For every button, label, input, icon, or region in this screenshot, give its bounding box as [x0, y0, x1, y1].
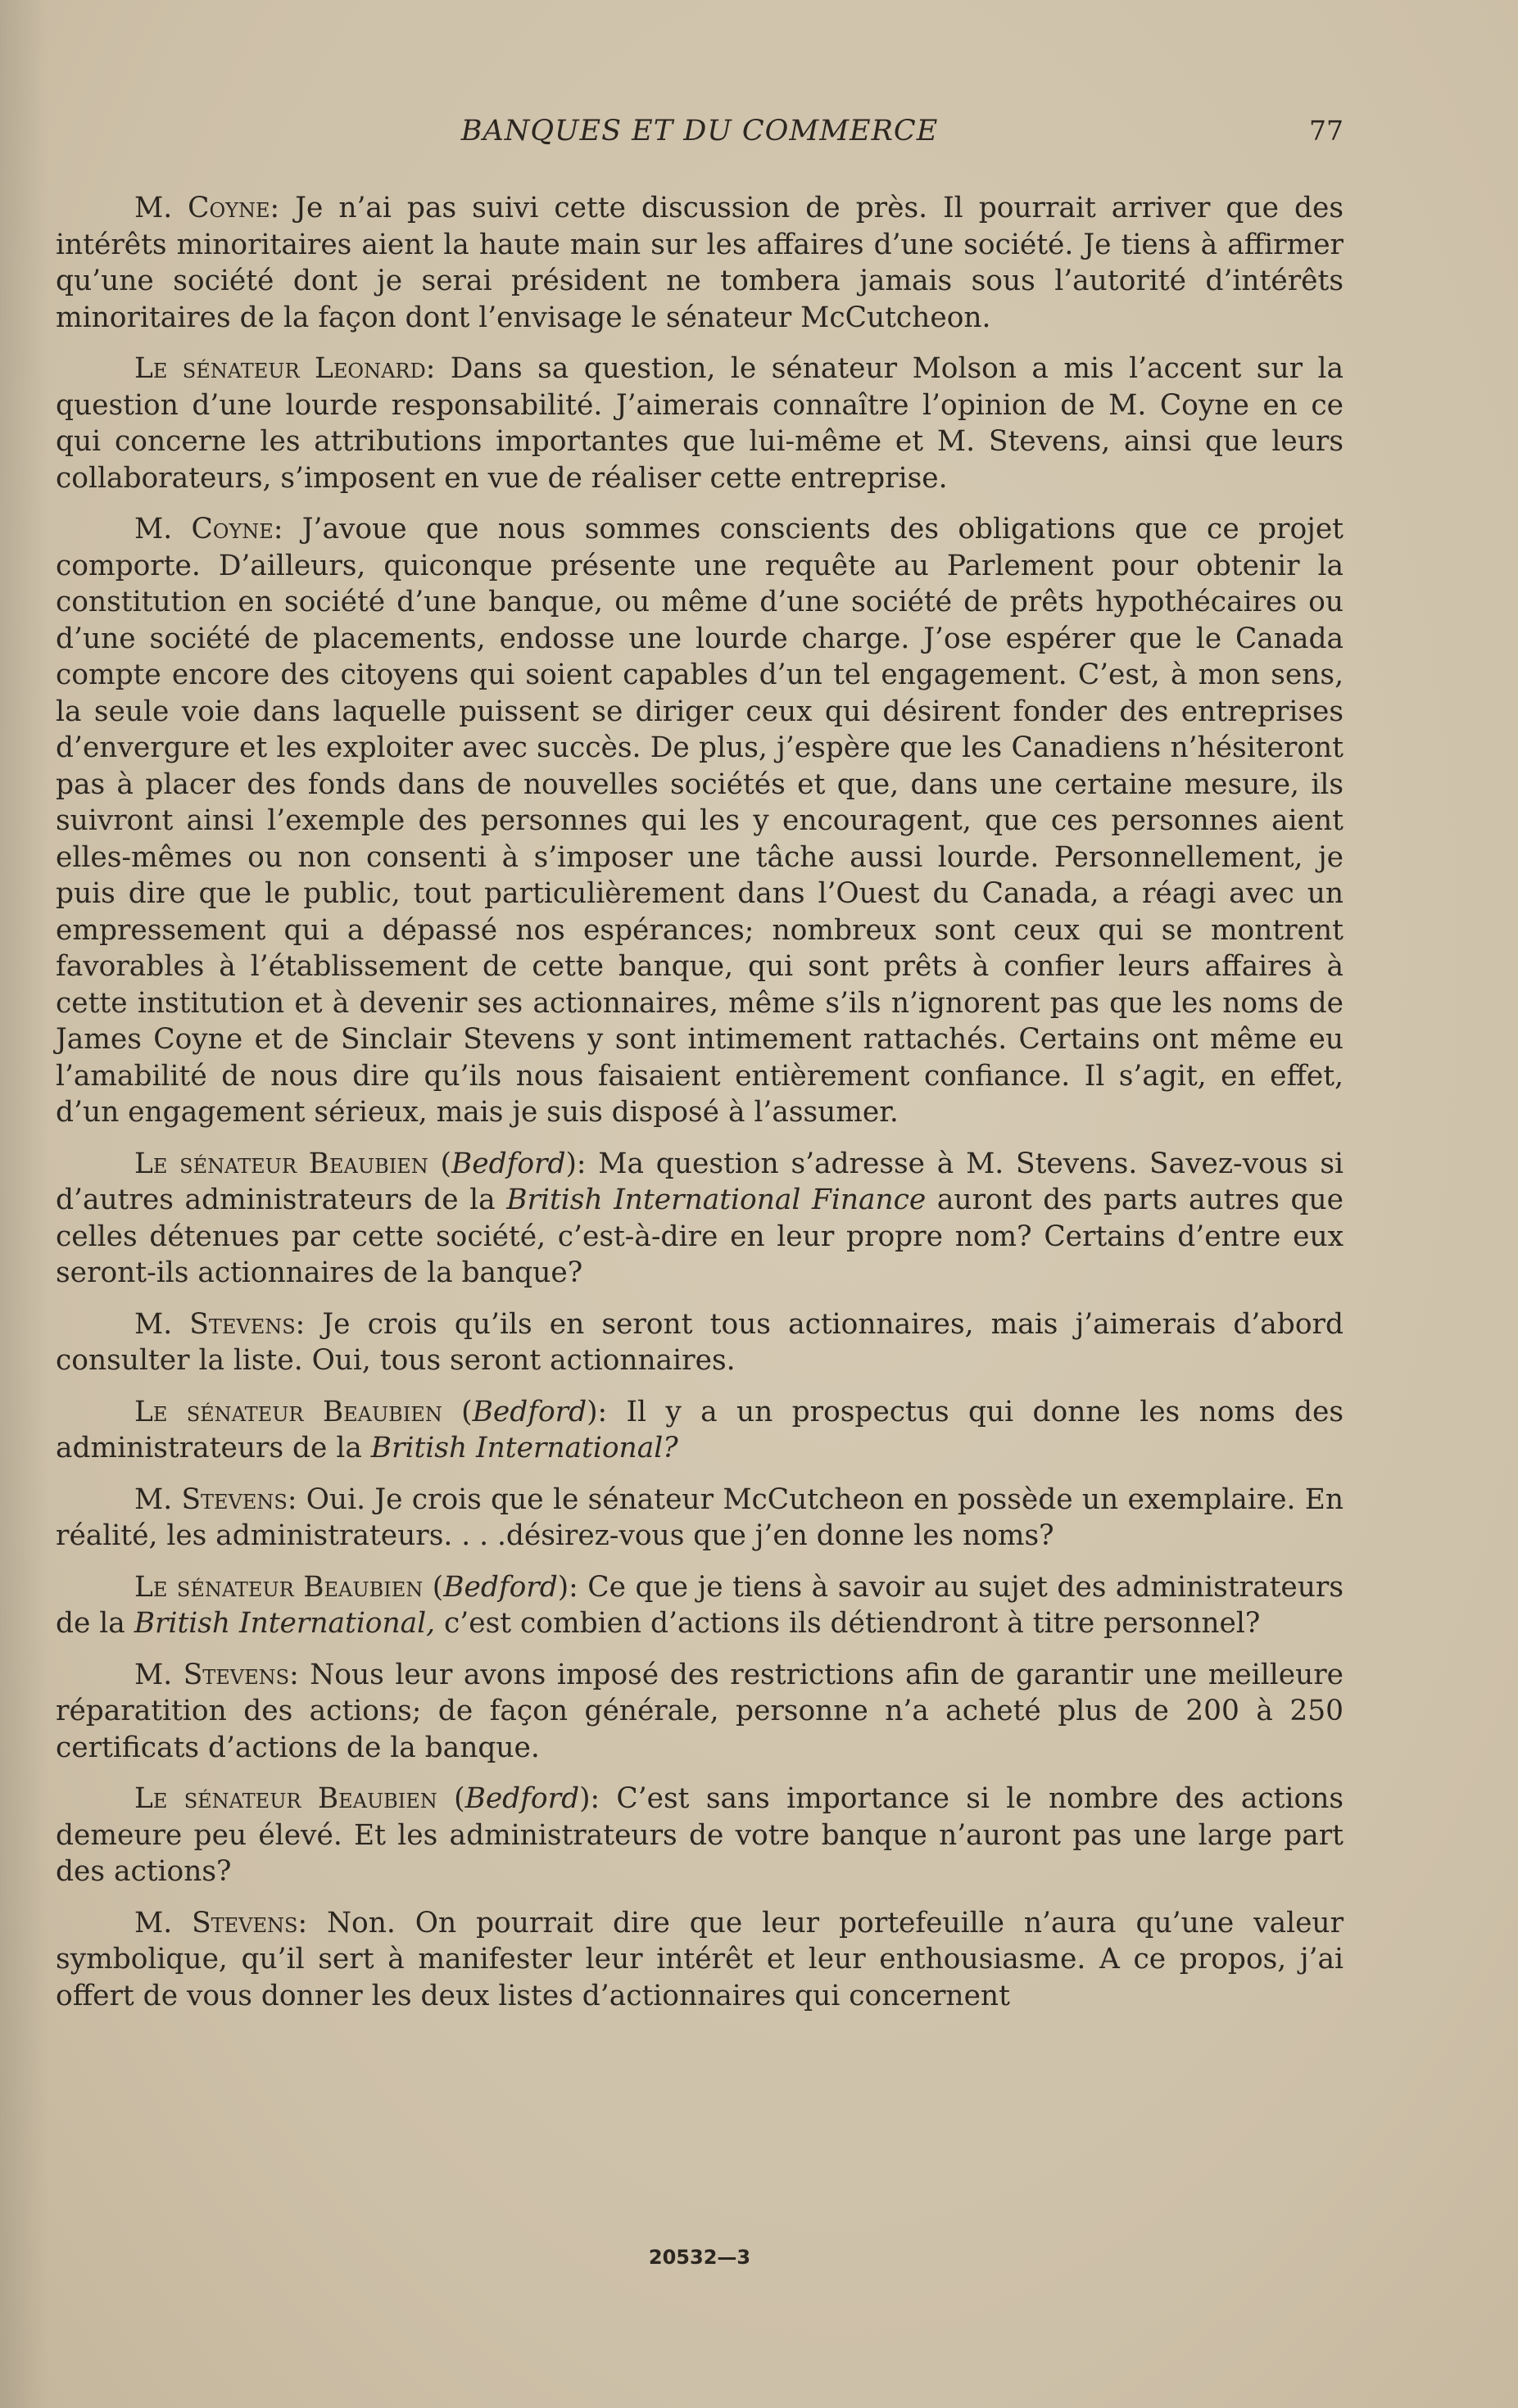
paragraph-text: (	[442, 1395, 473, 1428]
paragraph-beaubien-4	[56, 1781, 1344, 1890]
paragraph-text: ): Ce que je tiens à savoir au sujet des administrateurs de la	[56, 1570, 1344, 1640]
paragraph-beaubien-3	[56, 1569, 1344, 1642]
paragraph-text: Dans sa question, le sénateur Molson a mis l’accent sur la question d’une lourde responsabilité. J’aimerais connaître l’opinion de M. Coyne en ce qui concerne les attributions importantes que lui-même et M. Stevens, ainsi que leurs collaborateurs, s’imposent en vue de réaliser cette entreprise.	[56, 352, 1344, 495]
speaker-name: Le sénateur Beaubien	[134, 1395, 442, 1428]
paragraph-text: c’est combien d’actions ils détiendront à titre personnel?	[435, 1607, 1261, 1640]
paragraph-text: J’avoue que nous sommes conscients des obligations que ce projet comporte. D’ailleurs, quiconque présente une requête au Parlement pour obtenir la constitution en société d’une banque, ou même d’une société de prêts hypothécaires ou d’une société de placements, endosse une lourde charge. J’ose espérer que le Canada compte encore des citoyens qui soient capables d’un tel engagement. C’est, à mon sens, la seule voie dans laquelle puissent se diriger ceux qui désirent fonder des entreprises d’envergure et les exploiter avec succès. De plus, j’espère que les Canadiens n’hésiteront pas à placer des fonds dans de nouvelles sociétés et que, dans une certaine mesure, ils suivront ainsi l’exemple des personnes qui les y encouragent, que ces personnes aient elles-mêmes ou non consenti à s’imposer une tâche aussi lourde. Personnellement, je puis dire que le public, tout particulièrement dans l’Ouest du Canada, a réagi avec un empressement qui a dépassé nos espérances; nombreux sont ceux qui se montrent favorables à l’établissement de cette banque, qui sont prêts à confier leurs affaires à cette institution et à devenir ses actionnaires, même s’ils n’ignorent pas que les noms de James Coyne et de Sinclair Stevens y sont intimement rattachés. Certains ont même eu l’amabilité de nous dire qu’ils nous faisaient entièrement confiance. Il s’agit, en effet, d’un engagement sérieux, mais je suis disposé à l’assumer.	[56, 513, 1344, 1129]
paragraph-stevens-4	[56, 1905, 1344, 2015]
speaker-name: M. Coyne:	[134, 192, 280, 224]
riding-name: Bedford	[443, 1570, 558, 1604]
speaker-name: M. Stevens:	[134, 1307, 306, 1341]
riding-name: Bedford	[472, 1395, 587, 1428]
page-header	[56, 115, 1344, 161]
paragraph-stevens-2	[56, 1482, 1344, 1555]
speaker-name: Le sénateur Leonard:	[134, 352, 436, 385]
company-name: British International?	[370, 1432, 678, 1464]
speaker-name: M. Stevens:	[134, 1906, 308, 1940]
paragraph-text: ): Ma question s’adresse à M. Stevens. Savez-vous si d’autres administrateurs de la	[56, 1147, 1344, 1216]
paragraph-text: (	[437, 1782, 465, 1815]
paragraph-leonard-1	[56, 351, 1344, 496]
riding-name: Bedford	[464, 1782, 580, 1815]
speaker-name: M. Coyne:	[134, 513, 283, 545]
riding-name: Bedford	[451, 1147, 566, 1180]
page-number: 77	[1309, 115, 1344, 147]
paragraph-beaubien-1	[56, 1146, 1344, 1292]
paragraph-text: (	[423, 1570, 444, 1604]
paragraph-text: (	[428, 1147, 451, 1180]
paragraph-coyne-2	[56, 511, 1344, 1131]
paragraph-text: Oui. Je crois que le sénateur McCutcheon en possède un exemplaire. En réalité, les administrateurs. . . .désirez-vous que j’en donne les noms?	[56, 1482, 1344, 1552]
speaker-name: M. Stevens:	[134, 1482, 297, 1516]
company-name: British International Finance	[506, 1184, 927, 1216]
paragraph-text: Non. On pourrait dire que leur portefeuille n’aura qu’une valeur symbolique, qu’il sert à manifester leur intérêt et leur enthousiasme. A ce propos, j’ai offert de vous donner les deux listes d’actionnaires qui concernent	[56, 1906, 1344, 2012]
company-name: British International,	[134, 1607, 436, 1640]
paragraph-text: auront des parts autres que celles détenues par cette société, c’est-à-dire en leur propre nom? Certains d’entre eux seront-ils actionnaires de la banque?	[56, 1184, 1344, 1289]
speaker-name: M. Stevens:	[134, 1658, 299, 1691]
paragraph-stevens-1	[56, 1306, 1344, 1379]
paragraph-stevens-3	[56, 1657, 1344, 1767]
paragraph-beaubien-2	[56, 1394, 1344, 1467]
speaker-name: Le sénateur Beaubien	[134, 1782, 437, 1815]
paragraph-text: Nous leur avons imposé des restrictions afin de garantir une meilleure réparatition des actions; de façon générale, personne n’a acheté plus de 200 à 250 certificats d’actions de la banque.	[56, 1658, 1344, 1764]
page-body	[56, 190, 1344, 2029]
paragraph-text: Je crois qu’ils en seront tous actionnaires, mais j’aimerais d’abord consulter la liste. Oui, tous seront actionnaires.	[56, 1307, 1344, 1377]
paragraph-text: ): C’est sans importance si le nombre des actions demeure peu élevé. Et les administrateurs de votre banque n’auront pas une large part des actions?	[56, 1782, 1344, 1888]
speaker-name: Le sénateur Beaubien	[134, 1570, 424, 1604]
paragraph-text: ): Il y a un prospectus qui donne les noms des administrateurs de la	[56, 1395, 1344, 1464]
paragraph-text: Je n’ai pas suivi cette discussion de près. Il pourrait arriver que des intérêts minoritaires aient la haute main sur les affaires d’une société. Je tiens à affirmer qu’une société dont je serai président ne tombera jamais sous l’autorité d’intérêts minoritaires de la façon dont l’envisage le sénateur McCutcheon.	[56, 192, 1344, 334]
signature-mark: 20532—3	[648, 2246, 751, 2269]
paragraph-coyne-1	[56, 190, 1344, 336]
running-title: BANQUES ET DU COMMERCE	[460, 115, 939, 147]
speaker-name: Le sénateur Beaubien	[134, 1147, 428, 1180]
